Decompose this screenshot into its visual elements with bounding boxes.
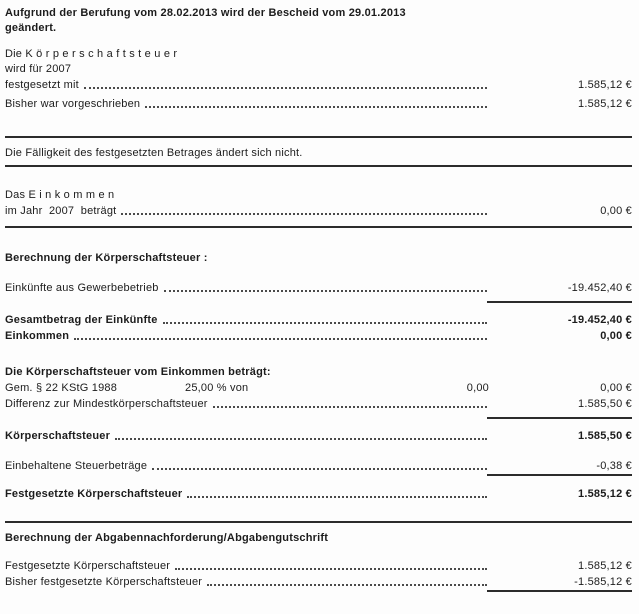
row-amount: 1.585,12 € xyxy=(578,560,632,572)
row-label: Einkünfte aus Gewerbebetrieb xyxy=(5,282,159,294)
row-amount: 0,00 € xyxy=(600,382,632,394)
row-label: Körperschaftsteuer xyxy=(5,430,111,442)
einkommen-title xyxy=(5,187,632,203)
row-amount: 1.585,50 € xyxy=(578,398,632,410)
dotted-leader xyxy=(213,406,487,408)
kst-title xyxy=(5,46,632,62)
row-gem-kstg xyxy=(5,380,632,396)
divider-rule xyxy=(5,226,632,228)
dotted-leader xyxy=(115,438,487,440)
intro-line-2: geändert. xyxy=(5,22,57,34)
gem-mid-cell xyxy=(185,380,489,396)
row-label: Bisher war vorgeschrieben xyxy=(5,98,141,110)
row-abgaben-festgesetzte-kst xyxy=(5,558,632,574)
faelligkeit-note: Die Fälligkeit des festgesetzten Betrages ändert sich nicht. xyxy=(5,147,303,159)
row-differenz-mindest-kst xyxy=(5,396,632,412)
einkommen-title-spaced: E i n k o m m e n xyxy=(28,189,115,201)
dotted-leader xyxy=(145,106,487,108)
row-label: festgesetzt mit xyxy=(5,79,79,91)
row-gesamtbetrag-einkuenfte xyxy=(5,312,632,328)
row-label: Gem. § 22 KStG 1988 xyxy=(5,382,118,394)
section-heading-kst-vom-einkommen: Die Körperschaftsteuer vom Einkommen beträgt: xyxy=(5,366,271,378)
dotted-leader xyxy=(152,468,487,470)
row-einkommen xyxy=(5,328,632,344)
section-heading-berechnung-kst: Berechnung der Körperschaftsteuer : xyxy=(5,252,208,264)
row-amount: -1.585,12 € xyxy=(574,576,632,588)
divider-rule xyxy=(5,136,632,138)
row-amount: 1.585,12 € xyxy=(578,98,632,110)
row-amount: -0,38 € xyxy=(596,460,632,472)
dotted-leader xyxy=(163,322,487,324)
row-label: Festgesetzte Körperschaftsteuer xyxy=(5,560,171,572)
row-label: Einbehaltene Steuerbeträge xyxy=(5,460,148,472)
dotted-leader xyxy=(84,87,487,89)
row-label: Festgesetzte Körperschaftsteuer xyxy=(5,488,183,500)
einkommen-title-prefix: Das xyxy=(5,189,26,201)
row-amount: 1.585,50 € xyxy=(578,430,632,442)
gem-base: 0,00 xyxy=(466,382,489,394)
row-amount: 1.585,12 € xyxy=(578,79,632,91)
row-festgesetzte-kst xyxy=(5,486,632,502)
row-koerperschaftsteuer xyxy=(5,428,632,444)
row-amount: -19.452,40 € xyxy=(567,282,632,294)
intro-line-1: Aufgrund der Berufung vom 28.02.2013 wird der Bescheid vom 29.01.2013 xyxy=(5,7,406,19)
divider-rule xyxy=(5,165,632,167)
row-einbehaltene-steuerbetraege xyxy=(5,458,632,474)
sum-rule xyxy=(487,301,632,303)
row-label: Differenz zur Mindestkörperschaftsteuer xyxy=(5,398,208,410)
dotted-leader xyxy=(74,338,487,340)
row-amount: 0,00 € xyxy=(600,205,632,217)
dotted-leader xyxy=(175,568,487,570)
row-label: Gesamtbetrag der Einkünfte xyxy=(5,314,158,326)
row-label: im Jahr 2007 beträgt xyxy=(5,205,117,217)
dotted-leader xyxy=(187,496,487,498)
divider-rule xyxy=(5,521,632,523)
sum-rule xyxy=(487,417,632,419)
row-label: Einkommen xyxy=(5,330,70,342)
row-einkuenfte-gewerbebetrieb xyxy=(5,280,632,296)
dotted-leader xyxy=(121,213,487,215)
kst-title-prefix: Die xyxy=(5,48,23,60)
gem-rate: 25,00 % von xyxy=(185,382,249,394)
section-heading-abgaben: Berechnung der Abgabennachforderung/Abgabengutschrift xyxy=(5,532,329,544)
row-abgaben-bisher-festgesetzte-kst xyxy=(5,574,632,590)
kst-title-spaced: K ö r p e r s c h a f t s t e u e r xyxy=(25,48,178,60)
row-label: Bisher festgesetzte Körperschaftsteuer xyxy=(5,576,203,588)
kst-subtitle: wird für 2007 xyxy=(5,63,72,75)
dotted-leader xyxy=(207,584,487,586)
sum-rule xyxy=(487,474,632,476)
row-festgesetzt-mit xyxy=(5,77,632,93)
sum-rule xyxy=(487,590,632,592)
row-amount: -19.452,40 € xyxy=(567,314,632,326)
row-einkommen-jahr xyxy=(5,203,632,219)
row-bisher-vorgeschrieben xyxy=(5,96,632,112)
row-amount: 0,00 € xyxy=(600,330,632,342)
dotted-leader xyxy=(164,290,487,292)
row-amount: 1.585,12 € xyxy=(578,488,632,500)
